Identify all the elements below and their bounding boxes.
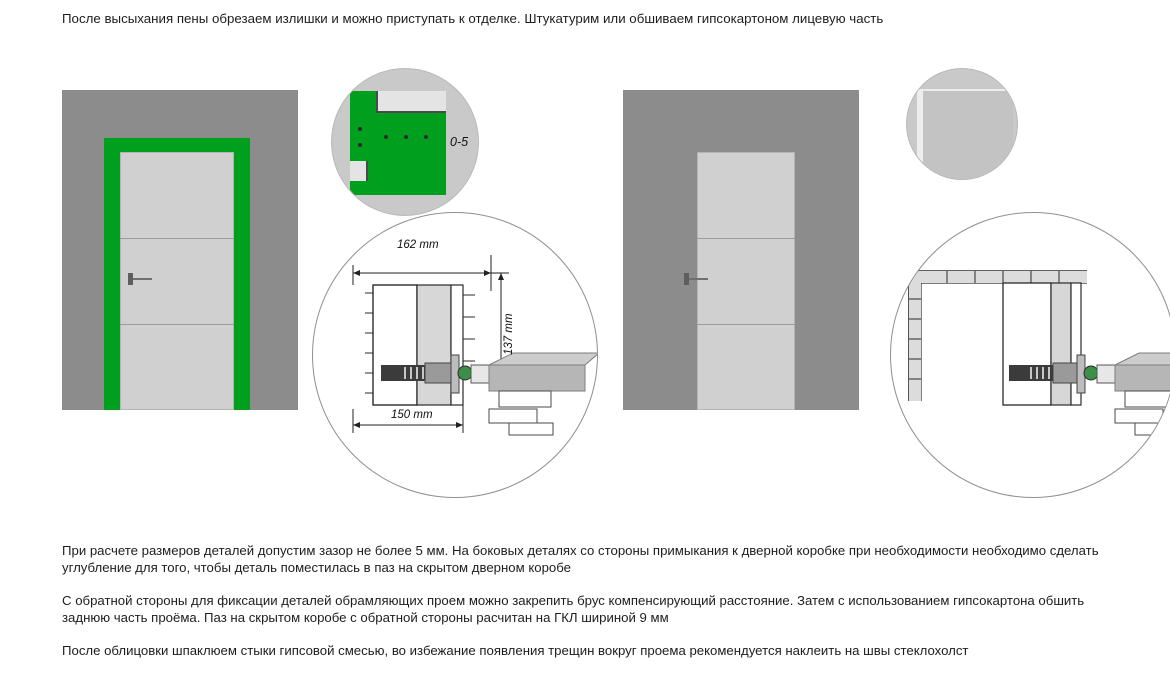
section-circle-right (890, 212, 1170, 498)
right-leaf-divider-top (697, 238, 795, 239)
right-door-handle-bar (687, 278, 708, 280)
left-leaf-divider-bottom (120, 324, 234, 325)
callout-circle-top-left (331, 68, 479, 216)
right-door-leaf (697, 152, 795, 410)
dim-top-left-162: 162 mm (397, 239, 439, 251)
left-leaf-divider-top (120, 238, 234, 239)
top-instruction-text: После высыхания пены обрезаем излишки и можно приступать к отделке. Штукатурим или обшиваем гипсокартоном лицевую часть (62, 11, 884, 26)
left-door-handle-knob (128, 273, 133, 285)
section-drawing-left (313, 213, 598, 498)
fastener-dot (404, 135, 408, 139)
right-door-handle-knob (684, 273, 689, 285)
paragraph-gap-and-groove: При расчете размеров деталей допустим зазор не более 5 мм. На боковых деталях со стороны примыкания к дверной коробке при необходимости необходимо сделать углубление для того, чтобы деталь поместилась в паз на скрытом дверном коробе (62, 543, 1099, 576)
callout-reveal-profile (376, 91, 446, 113)
callout-circle-top-right (906, 68, 1018, 180)
left-door-leaf (120, 152, 234, 410)
callout-groove-notch (350, 161, 368, 181)
paragraph-finishing: После облицовки шпаклюем стыки гипсовой смесью, во избежание появления трещин вокруг проема рекомендуется наклеить на швы стеклохолст (62, 643, 969, 658)
fastener-dot (424, 135, 428, 139)
fastener-dot (358, 127, 362, 131)
gap-dimension-label: 0-5 (450, 135, 469, 149)
dim-bottom-left-150: 150 mm (391, 409, 433, 421)
section-drawing-right (891, 213, 1170, 498)
dim-vertical-left-137: 137 mm (503, 313, 515, 355)
paragraph-back-side-fixing: С обратной стороны для фиксации деталей обрамляющих проем можно закрепить брус компенсирующий расстояние. Затем с использованием гипсокартона обшить заднюю часть проёма. Паз на скрытом коробе с обратной стороны расчитан на ГКЛ шириной 9 мм (62, 593, 1085, 626)
right-leaf-divider-bottom (697, 324, 795, 325)
left-door-handle-bar (131, 278, 152, 280)
callout-corner-wall (917, 89, 1013, 180)
fastener-dot (358, 143, 362, 147)
fastener-dot (384, 135, 388, 139)
callout-corner-edge (917, 89, 923, 180)
section-circle-left (312, 212, 598, 498)
